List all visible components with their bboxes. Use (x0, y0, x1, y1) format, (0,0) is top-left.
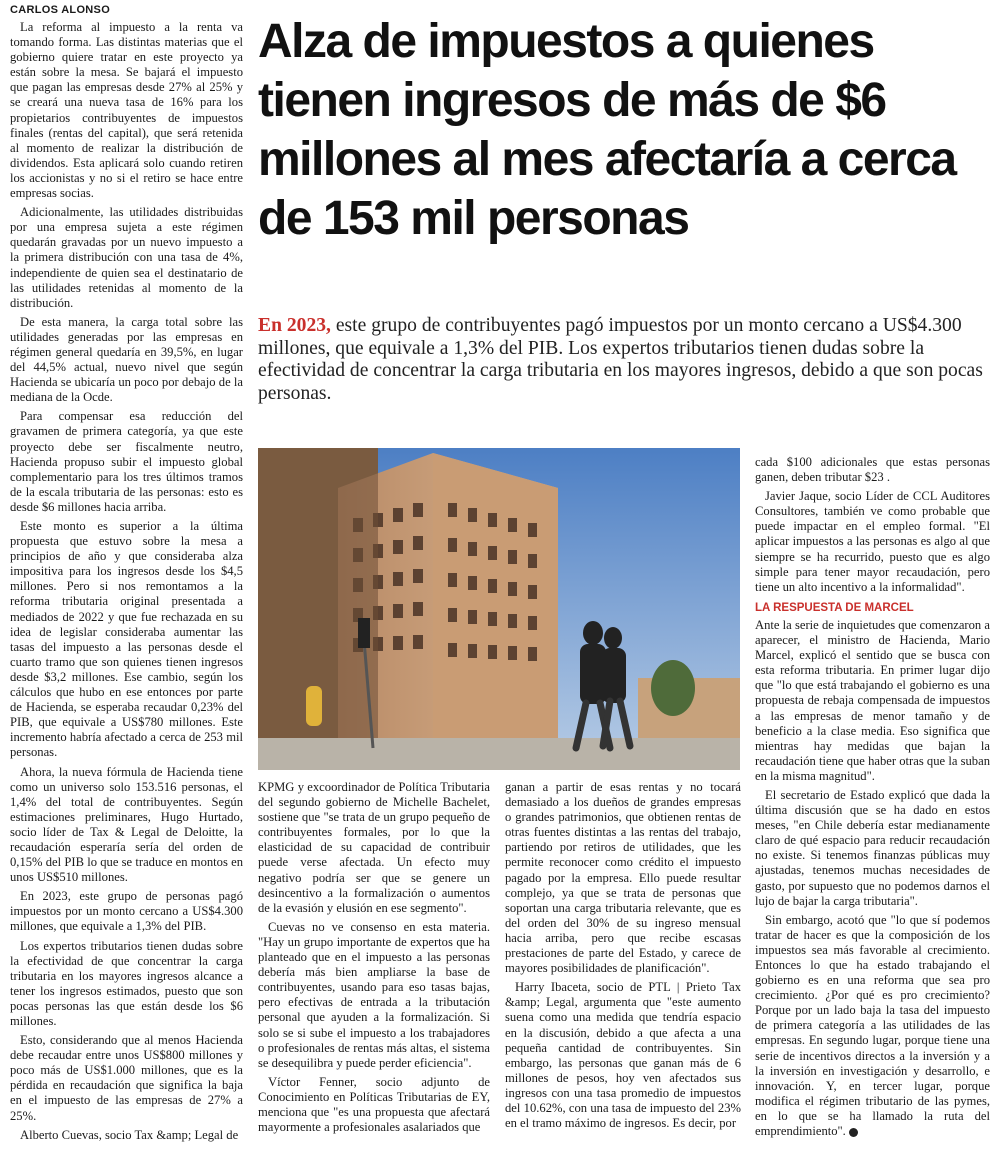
paragraph: ganan a partir de esas rentas y no tocará demasiado a los dueños de grandes empresas o grandes patrimonios, que obtienen rentas de otras fuentes distintas a las rentas del trabajo, partiendo por retiros de utilidades, que les permite reconocer como crédito el impuesto pagado por la empresa. Ello puede resultar complejo, ya que se trata de personas que soportan una carga tributaria relevante, que es del orden del 30% de su ingreso mensual hacia arriba, pero que recibe escasas prestaciones de parte del Estado, y carece de mayores posibilidades de planificación". (505, 780, 741, 976)
end-of-article-icon (849, 1128, 858, 1137)
paragraph: Víctor Fenner, socio adjunto de Conocimiento en Políticas Tributarias de EY, menciona que "es una propuesta que afectará mayormente a profesionales asalariados que (258, 1074, 490, 1135)
paragraph-text: Sin embargo, acotó que "lo que sí podemos tratar de hacer es que la composición de los impuestos sea más favorable al crecimiento. Entonces lo que ha estado trabajando el gobierno es en una reforma que sea pro crecimiento. ¿Por qué es pro crecimiento? Porque por un lado baja la tasa del impuesto de primera categoría a las utilidades de las empresas. En segundo lugar, porque tiene una serie de incentivos directos a la inversión y a la inversión en investigación y desarrollo, e innovación. Y, en tercer lugar, porque modifica el régimen tributario de las pymes, en lo que se ha llamado la ruta del emprendimiento". (755, 912, 990, 1139)
body-column-1 (10, 20, 243, 1147)
paragraph: KPMG y excoordinador de Política Tributaria del segundo gobierno de Michelle Bachelet, sostiene que "se trata de un grupo pequeño de contribuyentes formales, por lo que la elasticidad de su capacidad de contribuir puede verse afectada. Un efecto muy negativo podría ser que se genere un desincentivo a la formalización o aumentos de la evasión y elusión en ese segmento". (258, 780, 490, 915)
deck-lead: En 2023, (258, 315, 331, 336)
paragraph: Javier Jaque, socio Líder de CCL Auditores Consultores, también ve como probable que puede impactar en el empleo formal. "El aplicar impuestos a las personas es algo al que siempre se ha recurrido, puesto que es algo simple para tener mayor recaudación, pero tiene un alto incentivo a la informalidad". (755, 489, 990, 594)
paragraph (755, 913, 990, 1139)
paragraph: Para compensar esa reducción del gravamen de primera categoría, ya que este proyecto debe ser fiscalmente neutro, Hacienda propuso subir el impuesto global complementario para los tres últimos tramos de la escala tributaria de las personas: esto es desde $6 millones hacia arriba. (10, 409, 243, 514)
headline: Alza de impuestos a quienes tienen ingresos de más de $6 millones al mes afectaría a cerca de 153 mil personas (258, 15, 956, 245)
paragraph: De esta manera, la carga total sobre las utilidades generadas por las empresas en régimen general quedaría en 39,5%, en lugar del 44,5% actual, nuevo nivel que según Hacienda se ubicaría un poco por debajo de la mediana de la Ocde. (10, 314, 243, 405)
body-column-2 (258, 780, 490, 1139)
subhead: LA RESPUESTA DE MARCEL (755, 601, 914, 614)
building-photo-image (258, 448, 740, 770)
paragraph: Ahora, la nueva fórmula de Hacienda tiene como un universo solo 153.516 personas, el 1,4% del total de contribuyentes. Según estimaciones preliminares, Hugo Hurtado, socio líder de Tax & Legal de Deloitte, la recaudación esperaría sería del orden de 0,15% del PIB lo que se traduce en montos en unos US$510 millones. (10, 764, 243, 885)
deck-text: este grupo de contribuyentes pagó impuestos por un monto cercano a US$4.300 millones, que equivale a 1,3% del PIB. Los expertos tributarios tienen dudas sobre la efectividad de concentrar la carga tributaria en los mayores ingresos, debido a que son pocas personas. (258, 315, 983, 404)
paragraph: El secretario de Estado explicó que dada la última discusión que se ha dado en estos meses, "en Chile debería estar medianamente claro de qué espacio para reducir recaudación no existe. Si tenemos finanzas públicas muy ajustadas, tenemos muchas necesidades de gasto, por supuesto que no podemos darnos el lujo de bajar la carga tributaria". (755, 787, 990, 908)
news-photo (258, 448, 740, 770)
paragraph: Harry Ibaceta, socio de PTL | Prieto Tax &amp; Legal, argumenta que "este aumento suena como una medida que tendría espacio en la discusión, debido a que afecta a una pequeña cantidad de contribuyentes. Sin embargo, las personas que ganan más de 6 millones de pesos, hoy ven afectados sus ingresos con una tasa promedio de impuestos del 10.62%, con una tasa de impuesto del 23% en el tramo máximo de ingresos. Es decir, por (505, 980, 741, 1131)
body-column-3 (505, 780, 741, 1135)
paragraph: Alberto Cuevas, socio Tax &amp; Legal de (20, 1127, 239, 1142)
body-column-4 (755, 455, 990, 1143)
paragraph: Los expertos tributarios tienen dudas sobre la efectividad de que concentrar la carga tributaria en los mayores ingresos alcance a tener los ingresos estimados, puesto que son pocas personas las que están desde los $6 millones. (10, 938, 243, 1028)
paragraph: Adicionalmente, las utilidades distribuidas por una empresa sujeta a este régimen quedarán gravadas por un nuevo impuesto a la primera distribución con una tasa de 4%, independiente de quien sea el destinatario de las utilidades retenidas al momento de la distribución. (10, 205, 243, 310)
paragraph: Ante la serie de inquietudes que comenzaron a aparecer, el ministro de Hacienda, Mario Marcel, explicó el sentido que se busca con esta reforma tributaria. En primer lugar dijo que "lo que está trabajando el gobierno es una propuesta de rebaja compensada de impuestos a las empresas de menor tamaño y de beneficio a la clase media. Eso significa que mientras hay medidas que bajan la recaudación tiene que haber otras que la suban en la misma magnitud". (755, 617, 990, 783)
paragraph: En 2023, este grupo de personas pagó impuestos por un monto cercano a US$4.300 millones, que equivale a 1,3% del PIB. (10, 889, 243, 934)
deck (258, 315, 993, 405)
paragraph: Este monto es superior a la última propuesta que estuvo sobre la mesa a principios de año y que consideraba alza impositiva para los ingresos desde los $4,5 millones. Pero si nos remontamos a la reforma tributaria original presentada a mediados de 2022 y que fue rechazada en su idea de legislar consideraba aumentar las tasas del impuesto a las personas desde el cuarto tramo que son quienes tienen ingresos desde $3,2 millones. Ese cambio, según los cálculos que hubo en ese entonces por parte de Hacienda, se esperaba recaudar 0,23% del PIB, que equivale a US$780 millones. Este incremento habría afectado a cerca de 253 mil personas. (10, 519, 243, 760)
paragraph: Esto, considerando que al menos Hacienda debe recaudar entre unos US$800 millones y poco más de US$1.000 millones, que es la pérdida en recaudación que significa la baja en el impuesto de las empresas de 27% a 25%. (10, 1033, 243, 1123)
paragraph: La reforma al impuesto a la renta va tomando forma. Las distintas materias que el gobierno quiere tratar en este proyecto ya están sobre la mesa. Se bajará el impuesto que pagan las empresas desde 27% al 25% y se creará una nueva tasa de 16% para los propietarios contribuyentes de impuestos finales (rentas del capital), que será retenida al momento de realizar la distribución de dividendos. Esta aplicará solo cuando retiren los accionistas y no si el retiro se hace entre empresas socias. (10, 20, 243, 201)
paragraph: Cuevas no ve consenso en esta materia. "Hay un grupo importante de expertos que ha planteado que en el impuesto a las personas debería más bien ampliarse la base de contribuyentes, usando para eso tasas bajas, pero efectivas de entrada a la tributación personal que ayuden a la formalización. Si solo se si sube el impuesto a los trabajadores o profesionales de rentas más altas, el sistema se desequilibra y puede perder eficiencia". (258, 919, 490, 1070)
byline: CARLOS ALONSO (10, 4, 111, 16)
paragraph: cada $100 adicionales que estas personas ganen, deben tributar $23 . (755, 455, 990, 485)
